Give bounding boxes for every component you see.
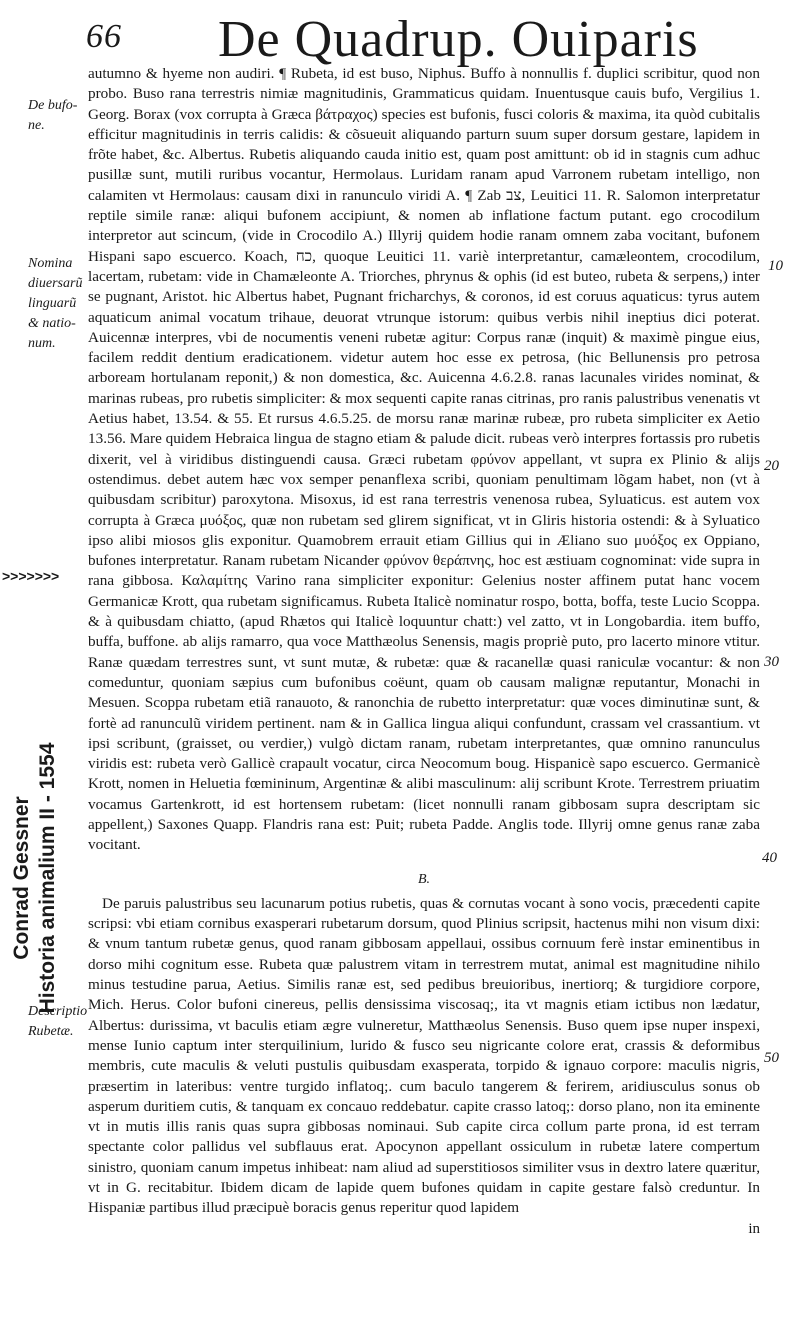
line-number-10: 10 xyxy=(768,258,783,274)
caption-author: Conrad Gessner xyxy=(10,796,33,960)
running-title: De Quadrup. Ouiparis xyxy=(218,11,699,68)
page-number: 66 xyxy=(86,18,122,55)
line-number-20: 20 xyxy=(764,458,779,474)
paragraph-nomenclature: autumno & hyeme non audiri. ¶ Rubeta, id est buso, Niphus. Buffo à nonnullis f. duplici scribitur, quod non probo. Buso rana terrestris nimiæ magnitudinis, Grammaticus quidam. Inuentusque cauis bufo, Vergilius 1. Georg. Borax (vox corrupta à Græca βάτραχος) species est bufonis, fusci coloris & maxima, ita quòd cubitalis efficitur magnitudinis in terris calidis: & cõsueuit aliquando parturn suum super dorsum gestare, lapidem in frõte habet, &c. Albertus. Rubetis aliquando cauda initio est, quam post amittunt: ob id in stagnis cum adhuc pusillæ sunt, mutili ruribus vocantur, Hermolaus. Luridam ranam apud Varronem rubetam intelligo, non calamiten vt Hermolaus: causam dixi in ranunculo viridi A. ¶ Zab צב, Leuitici 11. R. Salomon interpretatur reptile simile ranæ: aliqui bufonem accipiunt, & nomen ab inflatione factum putant. ego crocodilum interpretor aut scincum, (vide in Crocodilo A.) Illyrij quidem hodie ranam omnem zaba vocitant, bufonem Hispani sapo escuerco. Koach, כח, quoque Leuitici 11. variè interpretantur, camæleontem, crocodilum, lacertam, rubetam: vide in Chamæleonte A. Triorches, phrynus & ophis (id est buteo, rubeta & serpens,) inter se pugnant, Aristot. hic Albertus habet, Pugnant fricharchys, & coronos, id est coruus aquaticus: tyrus autem aquaticum animal vocatum trihaue, deuorat vtrunque istorum: quibus verbis nihil ineptius dici poterat. Auicennæ interpres, vbi de nocumentis veneni rubetæ agitur: Corpus ranæ (inquit) & maximè pingue eius, facilem reddit dentium eradicationem. videtur autem hoc esse ex petrosa, (hic Bellunensis pro petrosa arboream hortulanam reponit,) & non domestica, &c. Auicenna 4.6.2.8. ranas lacunales virides nominat, & marinas rubeas, pro rubetis simpliciter: & mox sequenti capite ranas citrinas, pro ranis palustribus venenatis vt Aetius habet, 13.54. & 55. Et rursus 4.6.5.25. de morsu ranæ marinæ rubeæ, pro rubeta simpliciter ex Aetio 13.56. Mare quidem Hebraica lingua de stagno etiam & palude dicit. rubeas verò interpres fortassis pro rubetis dixerit, vel à viridibus distinguendi causa. Græci rubetam φρύνον appellant, vt supra ex Plinio & alijs ostendimus. debet autem hæc vox semper penanflexa scribi, quoniam penultimam lõgam habet, non (vt à quibusdam scribitur) paroxytona. Misoxus, id est rana terrestris venenosa rubea, Syluaticus. est autem vox corrupta à Græca μυόξος, quæ non rubetam sed glirem significat, vt in Gliris historia ostendi: & à Syluatico ipso alibi miosos glis exponitur. Quamobrem errauit etiam Gillius qui in Æliano suo μυόξος ex Oppiano, bufones interpretatur. Ranam rubetam Nicander φρύνον θεράπνης, hoc est æstiuam cognominat: vide supra in rana gibbosa. Καλαμίτης Varino rana simpliciter exponitur: Gelenius noster affinem putat hanc vocem Germanicæ Krott, qua rubetam significamus. Rubeta Italicè nominatur rospo, botta, boffa, teste Lucio Scoppa. & à quibusdam chiatto, (apud Rhætos qui Italicè loquuntur chatt:) vel zatto, vt in Longobardia. item buffo, buffa, buffone. ab alijs ramarro, qua voce Matthæolus Senensis, magis propriè puto, pro lacerto minore vtitur. Ranæ quædam terrestres sunt, vt sunt mutæ, & rubetæ: quæ & racanellæ quasi raniculæ vocantur: & non comeduntur, quoniam sæpius cum bufonibus coëunt, quam ob causam malignæ reputantur, Monachi in Mesuen. Scoppa rubetam etiã ranauoto, & ranonchia de rubetto interpretatur: quæ voces diminutinæ sunt, & fortè ad ranunculũ viridem pertinent. nam & in Gallica lingua aliqui confundunt, crassam vel crassantium. vt ipsi scribunt, (graisset, ou verdier,) vulgò dictam ranam, rubetam interpretantes, quæ omnino ranunculus viridis est: rubeta verò Gallicè crapault vocatur, circa Neocomum boug. Hispanicè sapo escuerco. Germanicè Krott, nomen in Heluetia fœmininum, Argentinæ & alibi masculinum: alij scribunt Krote. Terrestrem priuatim vocamus Gartenkrott, id est hortensem rubetam: (licet nonnulli ranam gibbosam supra descriptam sic appellent,) Saxones Quapp. Flandris rana est: Puit; rubeta Padde. Anglis tode. Illyrij omne genus ranæ zaba vocitant. xyxy=(88,65,760,854)
arrow-marker: >>>>>>> xyxy=(2,568,60,584)
margin-note-descriptio: Descriptio Rubetæ. xyxy=(28,1004,88,1039)
margin-note-de-bufone: De bufo- ne. xyxy=(28,98,78,133)
line-number-50: 50 xyxy=(764,1050,779,1066)
catchword: in xyxy=(748,1220,760,1237)
line-number-40: 40 xyxy=(762,850,777,866)
margin-note-nomina: Nomina diuersarũ linguarũ & natio- num. xyxy=(28,256,83,351)
body-text xyxy=(88,64,760,1239)
section-mark-b: B. xyxy=(417,871,431,887)
paragraph-description: De paruis palustribus seu lacunarum potius rubetis, quas & cornutas vocant à sono vocis, præcedenti capite scripsi: vbi etiam cornibus exasperari rubetarum dorsum, quod Plinius scripsit, hactenus mihi non visum dixi: & vnum tantum rubetæ genus, quod ranam gibbosam appellaui, ossibus cornuum ferè instar eminentibus in dorso mihi cognitum esse. Rubeta quæ palustrem vitam in terrestrem mutat, animal est magnitudine nihilo minus testudine parua, Aetius. Similis ranæ est, sed pedibus breuioribus, inertiorq; & turgidiore corpore, Mich. Herus. Color bufoni cinereus, pellis densissima viscosaq;, ita vt magnis etiam ictibus non lædatur, Albertus: durissima, vt baculis etiam ægre vulneretur, Matthæolus Senensis. Buso quem ipse nuper inspexi, mense Iunio captum inter sterquilinium, lurido & fusco seu nigricante colore erat, crassis & deformibus membris, cute maculis & veluti pustulis quibusdam exasperata, torpido & ignauo corpore: maculis nigris, præsertim in lateribus: ventre turgido inflatoq;. cum baculo tangerem & ferirem, aridiusculus sonus ob asperum duritiem cutis, & tanquam ex concauo reddebatur. capite crasso latoq;: dorso plano, non ita eminente vt in mutis illis ranis quas supra gibbosas nominaui. Sub capite circa collum parte prona, id est terram spectante color pallidus vel subflauus erat. Apocynon appellant ossiculum in rubetæ latere compertum sinistro, quoniam canum impetus inhibeat: nam aliud ad superstitiosos similiter vsus in dextro latere quæritur, vt in G. recitabitur. Ibidem dicam de lapide quem bufones quidam in capite gestare falsò creduntur. In Hispaniæ partibus illud præcipuè boracis genus reperitur quod lapidem xyxy=(88,894,760,1217)
caption-title: Historia animalium II - 1554 xyxy=(36,742,59,1014)
line-number-30: 30 xyxy=(764,654,779,670)
